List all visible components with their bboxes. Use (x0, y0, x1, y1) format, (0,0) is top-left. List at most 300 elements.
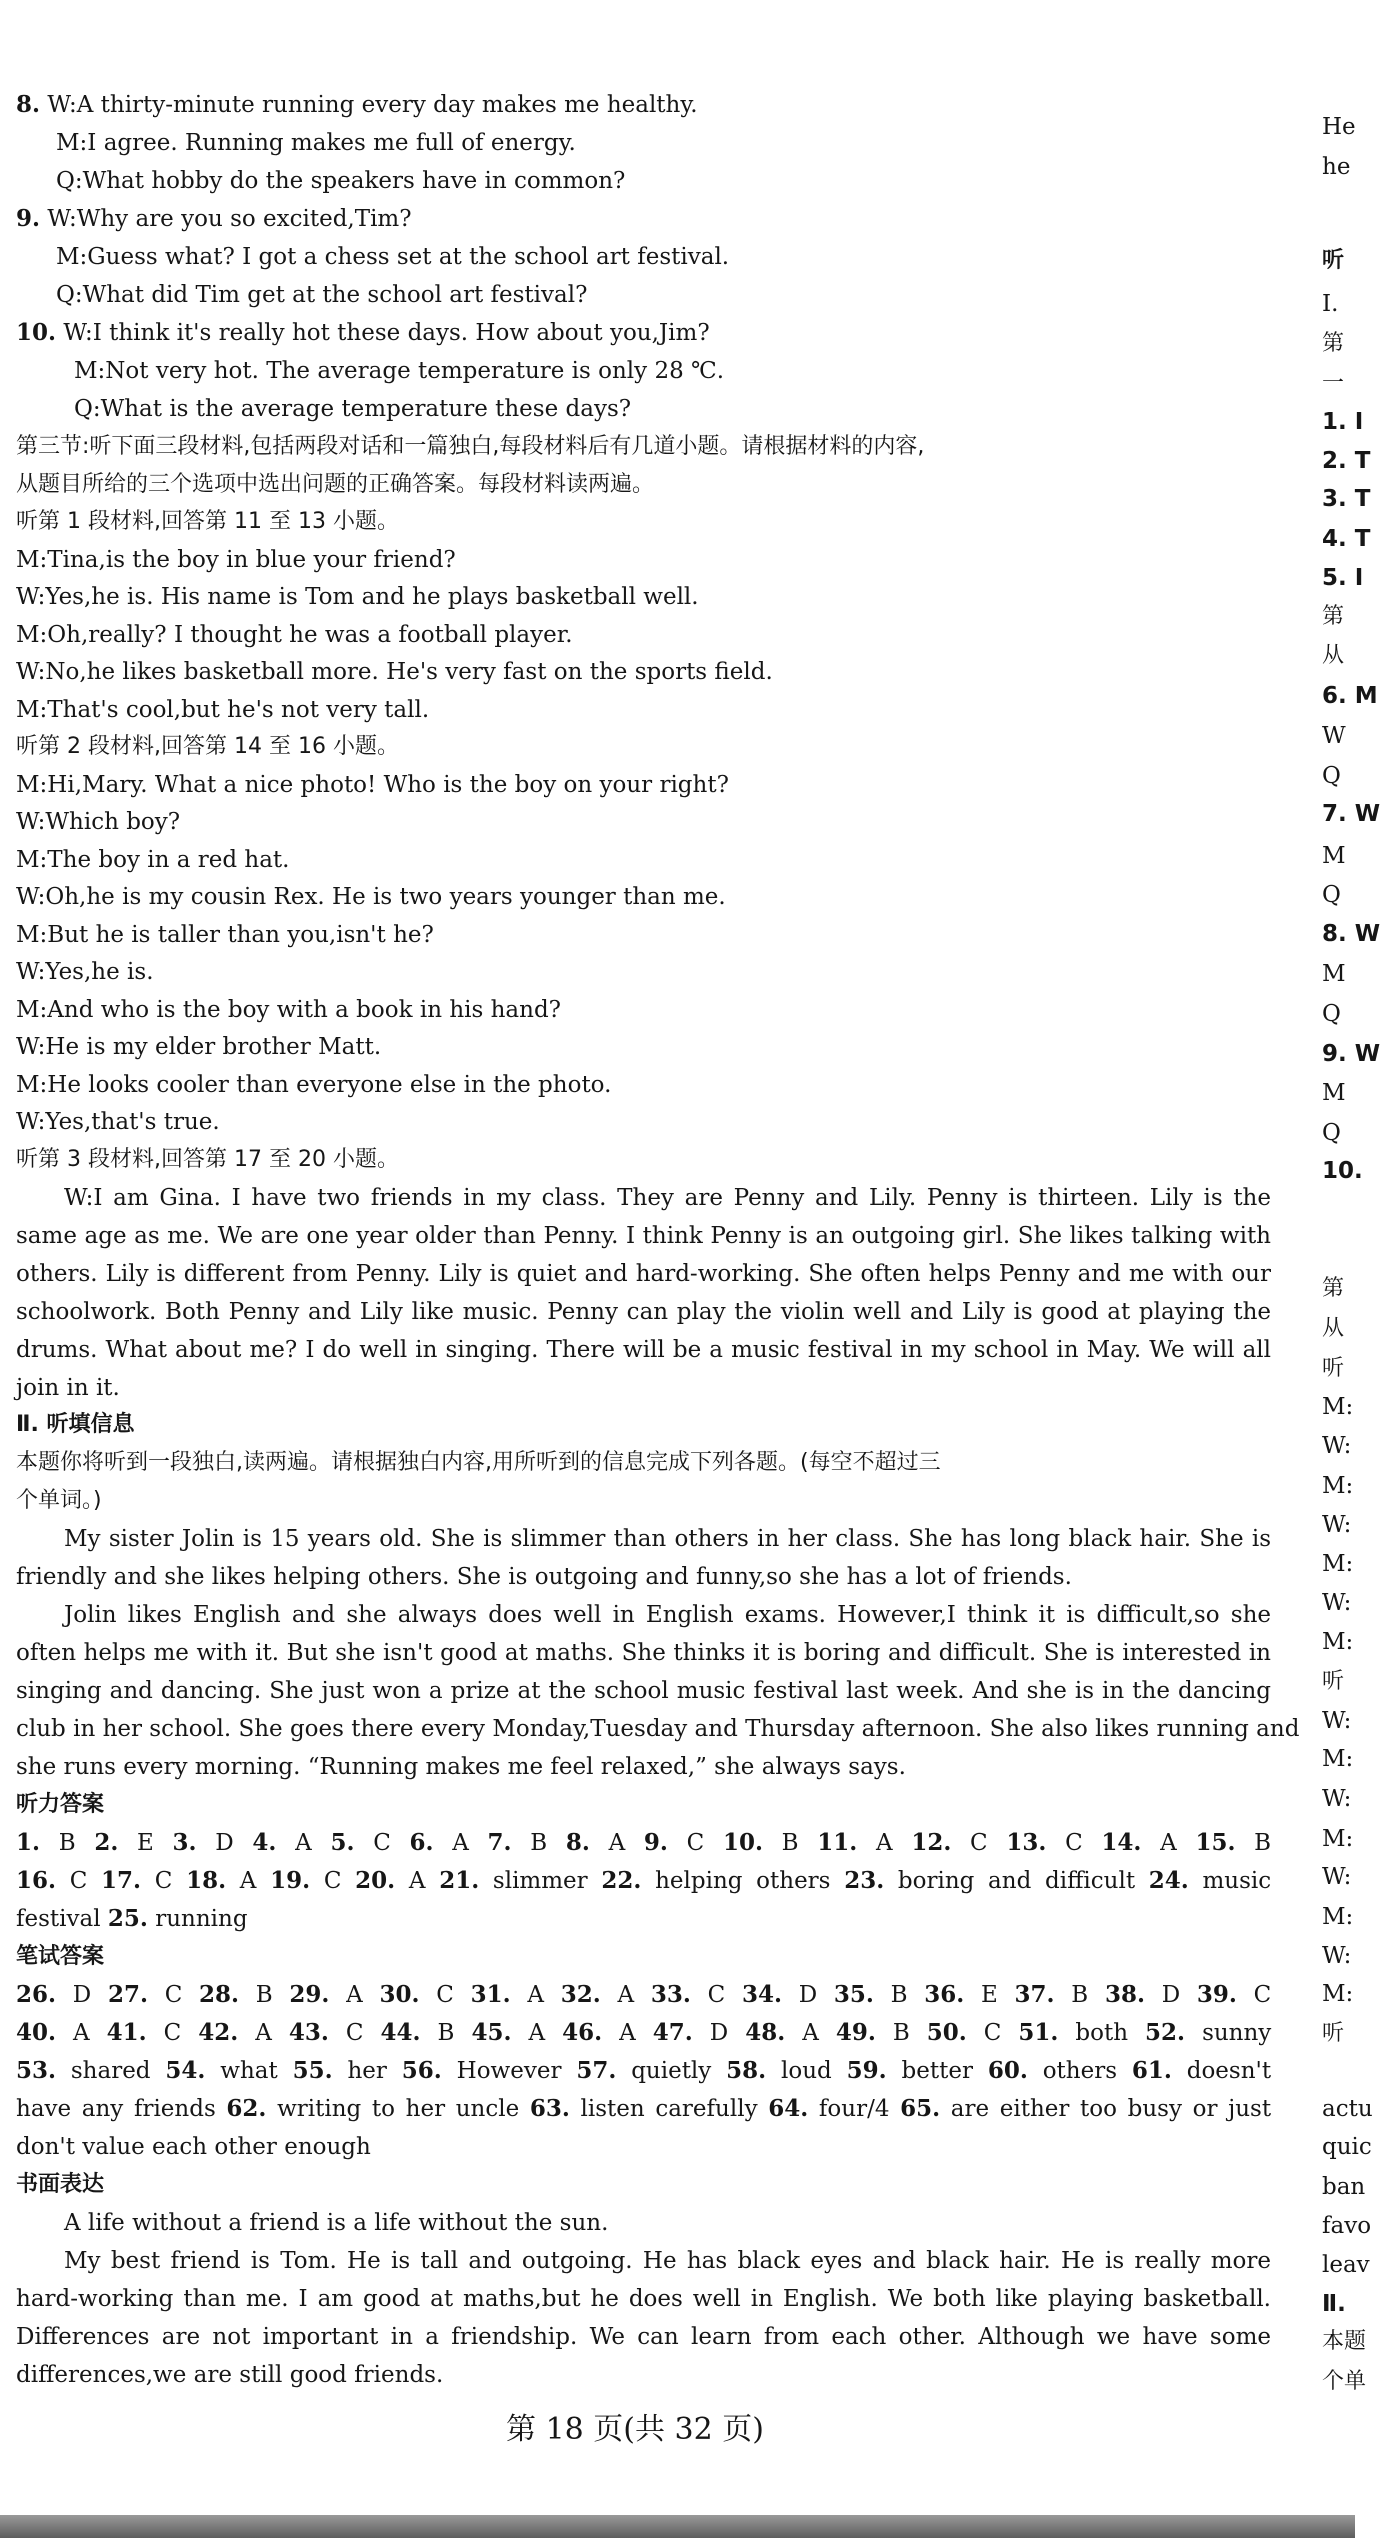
answer-value: better (901, 2058, 973, 2084)
answer-number: 33. (650, 1981, 691, 2008)
answer-item (1149, 1868, 1271, 1894)
adjacent-page-fragment: M: (1322, 1904, 1354, 1930)
answer-number: 59. (846, 2057, 887, 2084)
monologue-line: Jolin likes English and she always does well in English exams. However,I think it is difficult,so she (64, 1602, 1271, 1628)
answer-item (911, 1830, 987, 1856)
answer-value: don't value each other enough (16, 2134, 371, 2160)
adjacent-page-fragment: favo (1322, 2213, 1372, 2239)
dialogue-8-m: M:I agree. Running makes me full of energy. (56, 130, 576, 156)
answer-item (576, 2058, 711, 2084)
answer-value: music (1202, 1868, 1272, 1894)
answer-value: what (220, 2058, 278, 2084)
adjacent-page-fragment: M (1322, 1080, 1346, 1106)
answer-value: D (72, 1982, 92, 2008)
adjacent-page-fragment: 第 (1322, 1276, 1345, 1301)
answer-value: C (154, 1868, 173, 1894)
answer-item (410, 1830, 469, 1856)
answer-value: C (69, 1868, 88, 1894)
answer-item (380, 1982, 454, 2008)
answer-number: 23. (844, 1867, 885, 1894)
adjacent-page-fragment: 6. M (1322, 683, 1378, 709)
answer-item (726, 2058, 832, 2084)
answer-number: 42. (198, 2019, 239, 2046)
m1-line: W:Yes,he is. His name is Tom and he plays basketball well. (16, 584, 699, 610)
answer-item (270, 1868, 341, 1894)
answer-value: A (802, 2020, 819, 2046)
answer-value: festival (16, 1906, 101, 1932)
answer-value: A (239, 1868, 257, 1894)
page-number: 第 18 页(共 32 页) (506, 2412, 764, 2447)
dialogue-9-w: 9. W:Why are you so excited,Tim? (16, 205, 412, 232)
answer-value: helping others (655, 1868, 831, 1894)
answer-item (1195, 1830, 1271, 1856)
answer-item (488, 1830, 548, 1856)
answer-number: 40. (16, 2019, 57, 2046)
answer-item (836, 2020, 910, 2046)
answer-value: C (686, 1830, 705, 1856)
written-answers-line-5 (16, 2132, 371, 2162)
answer-value: D (215, 1830, 234, 1856)
answer-value: A (408, 1868, 426, 1894)
answer-item (16, 1830, 76, 1856)
dialogue-8-w: 8. W:A thirty-minute running every day makes me healthy. (16, 91, 698, 118)
answer-number: 65. (900, 2095, 941, 2122)
answer-number: 58. (726, 2057, 767, 2084)
answer-value: E (981, 1982, 998, 2008)
answer-value: B (1071, 1982, 1089, 2008)
section3-intro-2: 从题目所给的三个选项中选出问题的正确答案。每段材料读两遍。 (16, 472, 655, 497)
answer-number: 57. (576, 2057, 617, 2084)
answer-value: A (1160, 1830, 1177, 1856)
answer-value: B (255, 1982, 273, 2008)
answer-number: 18. (186, 1867, 227, 1894)
adjacent-page-fragment: M: (1322, 1981, 1354, 2007)
writing-title: 书面表达 (16, 2172, 105, 2197)
answer-number: 13. (1006, 1829, 1047, 1856)
adjacent-page-fragment: actu (1322, 2096, 1373, 2122)
adjacent-page-fragment: M (1322, 961, 1346, 987)
answer-item (16, 1982, 91, 2008)
dialogue-10-w: 10. W:I think it's really hot these days. How about you,Jim? (16, 319, 710, 346)
answer-number: 46. (562, 2019, 603, 2046)
adjacent-page-fragment: W: (1322, 1864, 1352, 1890)
answer-number: 15. (1195, 1829, 1236, 1856)
answer-number: 12. (911, 1829, 952, 1856)
answer-item (355, 1868, 425, 1894)
answer-number: 10. (722, 1829, 763, 1856)
answer-number: 37. (1014, 1981, 1055, 2008)
answer-item (927, 2020, 1002, 2046)
adjacent-page-fragment: 从 (1322, 643, 1345, 668)
answer-value: B (58, 1830, 76, 1856)
adjacent-page-fragment: 听 (1322, 2021, 1345, 2046)
answer-number: 44. (380, 2019, 421, 2046)
adjacent-page-fragment: W: (1322, 1433, 1352, 1459)
answer-item (924, 1982, 998, 2008)
answer-number: 35. (833, 1981, 874, 2008)
section2-intro-2: 个单词。) (16, 1488, 102, 1513)
m2-line: M:And who is the boy with a book in his hand? (16, 997, 561, 1023)
adjacent-page-fragment: ban (1322, 2174, 1366, 2200)
adjacent-page-fragment: 一 (1322, 371, 1345, 396)
m3-line: same age as me. We are one year older than Penny. I think Penny is an outgoing girl. She likes talking with (16, 1223, 1271, 1249)
writing-line: Differences are not important in a friendship. We can learn from each other. Although we have some (16, 2324, 1271, 2350)
answer-item (900, 2096, 1271, 2122)
section2-intro-1: 本题你将听到一段独白,读两遍。请根据独白内容,用所听到的信息完成下列各题。(每空不超过三 (16, 1450, 941, 1475)
answer-item (198, 2020, 272, 2046)
monologue-line: she runs every morning. “Running makes me feel relaxed,” she always says. (16, 1754, 906, 1780)
monologue-line: club in her school. She goes there every Monday,Tuesday and Thursday afternoon. She also likes running and (16, 1716, 1300, 1742)
m3-line: W:I am Gina. I have two friends in my class. They are Penny and Lily. Penny is thirteen. Lily is the (64, 1185, 1271, 1211)
answer-number: 56. (401, 2057, 442, 2084)
answer-number: 19. (270, 1867, 311, 1894)
answer-item (1145, 2020, 1271, 2046)
answer-value: C (983, 2020, 1002, 2046)
answer-item (1018, 2020, 1128, 2046)
answer-number: 60. (987, 2057, 1028, 2084)
adjacent-page-fragment: 8. W (1322, 921, 1380, 947)
adjacent-page-fragment: M (1322, 843, 1346, 869)
answer-item (165, 2058, 277, 2084)
answer-number: 5. (330, 1829, 355, 1856)
listening-answers-line-2 (16, 1866, 1271, 1896)
m2-line: W:Yes,he is. (16, 959, 154, 985)
answer-item (199, 1982, 273, 2008)
adjacent-page-fragment: M: (1322, 1629, 1354, 1655)
answer-value: A (608, 1830, 626, 1856)
answer-number: 2. (94, 1829, 119, 1856)
answer-value: A (452, 1830, 469, 1856)
answer-number: 45. (471, 2019, 512, 2046)
answer-value: E (137, 1830, 154, 1856)
answer-item (289, 2020, 364, 2046)
m2-line: W:Yes,that's true. (16, 1109, 220, 1135)
adjacent-page-fragment: W: (1322, 1708, 1352, 1734)
writing-line: differences,we are still good friends. (16, 2362, 444, 2388)
adjacent-page-fragment: Ⅰ. (1322, 291, 1339, 317)
adjacent-page-fragment: W: (1322, 1590, 1352, 1616)
dialogue-10-q: Q:What is the average temperature these days? (74, 396, 632, 422)
answer-item (847, 2058, 973, 2084)
answer-number: 6. (409, 1829, 434, 1856)
writing-line: hard-working than me. I am good at maths,but he does well in English. We both like playing basketball. (16, 2286, 1271, 2312)
answer-number: 29. (289, 1981, 330, 2008)
written-answers-line-1 (16, 1980, 1271, 2010)
adjacent-page-fragment: Q (1322, 882, 1341, 908)
answer-number: 41. (106, 2019, 147, 2046)
answer-item (16, 2058, 151, 2084)
adjacent-page-fragment: 第 (1322, 604, 1345, 629)
adjacent-page-fragment: 5. I (1322, 565, 1364, 591)
answer-value: others (1042, 2058, 1117, 2084)
answer-number: 11. (817, 1829, 858, 1856)
answer-value: running (155, 1906, 248, 1932)
answer-item (226, 2096, 519, 2122)
dialogue-10-m: M:Not very hot. The average temperature is only 28 ℃. (74, 358, 725, 384)
answer-item (653, 2020, 728, 2046)
answer-value: listen carefully (580, 2096, 758, 2122)
answer-item (844, 1868, 1135, 1894)
adjacent-page-fragment: 从 (1322, 1316, 1345, 1341)
adjacent-page-edge (1318, 0, 1380, 2538)
answer-item (471, 2020, 545, 2046)
answer-number: 36. (924, 1981, 965, 2008)
listening-answers-line-1 (16, 1828, 1271, 1858)
m1-line: M:Oh,really? I thought he was a football player. (16, 622, 573, 648)
answer-value: D (709, 2020, 729, 2046)
answer-value: D (798, 1982, 818, 2008)
adjacent-page-fragment: Q (1322, 1001, 1341, 1027)
answer-value: boring and difficult (897, 1868, 1136, 1894)
answer-item (1132, 2058, 1271, 2084)
answer-value: shared (70, 2058, 151, 2084)
answer-value: A (617, 1982, 635, 2008)
answer-value: C (373, 1830, 391, 1856)
answer-value: A (346, 1982, 363, 2008)
written-answers-line-3 (16, 2056, 1271, 2086)
adjacent-page-fragment: W: (1322, 1786, 1352, 1812)
answer-item (1105, 1982, 1180, 2008)
answer-item (1006, 1830, 1082, 1856)
answer-number: 26. (16, 1981, 57, 2008)
adjacent-page-fragment: he (1322, 154, 1351, 180)
answer-item (651, 1982, 725, 2008)
answer-number: 4. (252, 1829, 277, 1856)
adjacent-page-fragment: M: (1322, 1551, 1354, 1577)
m1-line: M:That's cool,but he's not very tall. (16, 697, 430, 723)
answer-value: four/4 (818, 2096, 890, 2122)
answer-item (94, 1830, 154, 1856)
adjacent-page-fragment: 本题 (1322, 2329, 1367, 2354)
answer-value: B (892, 2020, 910, 2046)
m3-line: schoolwork. Both Penny and Lily like music. Penny can play the violin well and Lily is good at playing the (16, 1299, 1271, 1325)
m2-line: W:Oh,he is my cousin Rex. He is two years younger than me. (16, 884, 726, 910)
adjacent-page-fragment: 7. W (1322, 801, 1380, 827)
answer-number: 50. (926, 2019, 967, 2046)
answer-number: 49. (835, 2019, 876, 2046)
answer-item (817, 1830, 892, 1856)
answer-number: 34. (741, 1981, 782, 2008)
answer-item (330, 1830, 390, 1856)
answer-value: C (970, 1830, 988, 1856)
answer-item (289, 1982, 362, 2008)
answer-value: both (1075, 2020, 1129, 2046)
adjacent-page-fragment: 9. W (1322, 1041, 1380, 1067)
adjacent-page-fragment: 听 (1322, 1356, 1345, 1381)
answer-number: 55. (292, 2057, 333, 2084)
adjacent-page-fragment: 3. T (1322, 486, 1371, 512)
answer-item (745, 2020, 819, 2046)
answer-item (186, 1868, 256, 1894)
answer-value: C (1253, 1982, 1272, 2008)
monologue-line: friendly and she likes helping others. She is outgoing and funny,so she has a lot of friends. (16, 1564, 1072, 1590)
answer-value: have any friends (16, 2096, 216, 2122)
adjacent-page-fragment: leav (1322, 2252, 1370, 2278)
answer-item (439, 1868, 587, 1894)
adjacent-page-fragment: 听 (1322, 1669, 1345, 1694)
answer-item (742, 1982, 817, 2008)
answer-item (173, 1830, 234, 1856)
answer-value: A (295, 1830, 312, 1856)
answer-number: 47. (652, 2019, 693, 2046)
answer-item (601, 1868, 830, 1894)
written-answers-title: 笔试答案 (16, 1944, 105, 1969)
adjacent-page-fragment: Q (1322, 1120, 1341, 1146)
answer-number: 52. (1145, 2019, 1186, 2046)
answer-value: writing to her uncle (277, 2096, 520, 2122)
answer-item (108, 1982, 182, 2008)
answer-value: C (345, 2020, 364, 2046)
answer-item (16, 2134, 371, 2160)
adjacent-page-fragment: Q (1322, 763, 1341, 789)
answer-number: 38. (1104, 1981, 1145, 2008)
answer-value: quietly (631, 2058, 712, 2084)
scan-edge (0, 2515, 1355, 2538)
dialogue-8-q: Q:What hobby do the speakers have in common? (56, 168, 626, 194)
m2-line: M:Hi,Mary. What a nice photo! Who is the boy on your right? (16, 772, 729, 798)
answer-item (107, 2020, 182, 2046)
answer-value: A (73, 2020, 90, 2046)
answer-number: 7. (487, 1829, 512, 1856)
answer-item (16, 1906, 101, 1932)
answer-item (108, 1906, 248, 1932)
answer-value: A (619, 2020, 636, 2046)
answer-value: doesn't (1186, 2058, 1272, 2084)
dialogue-9-m: M:Guess what? I got a chess set at the school art festival. (56, 244, 730, 270)
answer-value: However (456, 2058, 562, 2084)
answer-item (252, 1830, 311, 1856)
m1-line: M:Tina,is the boy in blue your friend? (16, 547, 456, 573)
adjacent-page-fragment: M: (1322, 1826, 1354, 1852)
answer-item (566, 1830, 625, 1856)
listening-answers-title: 听力答案 (16, 1792, 105, 1817)
material-1-title: 听第 1 段材料,回答第 11 至 13 小题。 (16, 509, 399, 534)
answer-number: 53. (16, 2057, 57, 2084)
m3-line: join in it. (16, 1375, 120, 1401)
answer-item (1015, 1982, 1089, 2008)
answer-number: 32. (560, 1981, 601, 2008)
adjacent-page-fragment: W (1322, 723, 1346, 749)
written-answers-line-4 (16, 2094, 1271, 2124)
m3-line: drums. What about me? I do well in singing. There will be a music festival in my school in May. We will all (16, 1337, 1271, 1363)
answer-item (530, 2096, 758, 2122)
answer-value: slimmer (492, 1868, 588, 1894)
answer-number: 31. (470, 1981, 511, 2008)
answer-number: 61. (1131, 2057, 1172, 2084)
adjacent-page-fragment: 10. (1322, 1158, 1363, 1184)
writing-line: My best friend is Tom. He is tall and outgoing. He has black eyes and black hair. He is really more (64, 2248, 1271, 2274)
answer-value: B (1254, 1830, 1272, 1856)
answer-number: 30. (379, 1981, 420, 2008)
answer-value: loud (781, 2058, 832, 2084)
adjacent-page-fragment: 1. I (1322, 409, 1364, 435)
answer-value: B (890, 1982, 908, 2008)
answer-value: C (707, 1982, 726, 2008)
answer-number: 39. (1196, 1981, 1237, 2008)
answer-item (723, 1830, 799, 1856)
answer-value: her (347, 2058, 387, 2084)
answer-number: 8. (565, 1829, 590, 1856)
answer-number: 9. (643, 1829, 668, 1856)
adjacent-page-fragment: Ⅱ. (1322, 2291, 1346, 2317)
answer-number: 24. (1148, 1867, 1189, 1894)
adjacent-page-fragment: 2. T (1322, 448, 1371, 474)
answer-number: 28. (199, 1981, 240, 2008)
answer-number: 27. (107, 1981, 148, 2008)
adjacent-page-fragment: 4. T (1322, 526, 1371, 552)
answer-number: 17. (101, 1867, 142, 1894)
answer-item (471, 1982, 544, 2008)
m2-line: M:The boy in a red hat. (16, 847, 290, 873)
dialogue-9-q: Q:What did Tim get at the school art festival? (56, 282, 588, 308)
answer-number: 20. (355, 1867, 396, 1894)
adjacent-page-fragment: M: (1322, 1473, 1354, 1499)
m1-line: W:No,he likes basketball more. He's very fast on the sports field. (16, 659, 773, 685)
answer-value: A (255, 2020, 272, 2046)
answer-number: 54. (165, 2057, 206, 2084)
answer-number: 14. (1101, 1829, 1142, 1856)
answer-value: C (163, 2020, 182, 2046)
answer-value: D (1161, 1982, 1181, 2008)
answer-item (293, 2058, 387, 2084)
m2-line: W:He is my elder brother Matt. (16, 1034, 382, 1060)
adjacent-page-fragment: quic (1322, 2134, 1372, 2160)
answer-number: 22. (601, 1867, 642, 1894)
answer-value: sunny (1202, 2020, 1272, 2046)
section2-title: Ⅱ. 听填信息 (16, 1412, 135, 1437)
answer-value: B (437, 2020, 455, 2046)
adjacent-page-fragment: He (1322, 114, 1356, 140)
writing-line: A life without a friend is a life without the sun. (64, 2210, 609, 2236)
answer-value: B (530, 1830, 548, 1856)
answer-item (402, 2058, 562, 2084)
answer-value: are either too busy or just (950, 2096, 1272, 2122)
answer-item (644, 1830, 704, 1856)
answer-value: B (781, 1830, 799, 1856)
answer-item (381, 2020, 455, 2046)
listening-answers-line-3 (16, 1904, 248, 1934)
adjacent-page-fragment: 听 (1322, 248, 1345, 273)
answer-value: A (876, 1830, 893, 1856)
adjacent-page-fragment: W: (1322, 1943, 1352, 1969)
answer-item (1101, 1830, 1176, 1856)
answer-item (768, 2096, 889, 2122)
monologue-line: often helps me with it. But she isn't good at maths. She thinks it is boring and difficult. She is interested in (16, 1640, 1271, 1666)
adjacent-page-fragment: 个单 (1322, 2369, 1367, 2394)
answer-item (834, 1982, 908, 2008)
monologue-line: My sister Jolin is 15 years old. She is slimmer than others in her class. She has long black hair. She is (64, 1526, 1271, 1552)
m2-line: M:He looks cooler than everyone else in the photo. (16, 1072, 612, 1098)
answer-item (988, 2058, 1117, 2084)
answer-number: 3. (172, 1829, 197, 1856)
answer-item (562, 2020, 636, 2046)
m2-line: W:Which boy? (16, 809, 181, 835)
section3-intro-1: 第三节:听下面三段材料,包括两段对话和一篇独白,每段材料后有几道小题。请根据材料的内容, (16, 434, 925, 459)
answer-number: 25. (107, 1905, 148, 1932)
answer-value: C (164, 1982, 183, 2008)
answer-value: C (436, 1982, 454, 2008)
monologue-line: singing and dancing. She just won a prize at the school music festival last week. And she is in the dancing (16, 1678, 1271, 1704)
written-answers-line-2 (16, 2018, 1271, 2048)
answer-value: C (1065, 1830, 1083, 1856)
answer-value: A (527, 1982, 544, 2008)
answer-item (16, 1868, 87, 1894)
answer-number: 1. (16, 1829, 41, 1856)
adjacent-page-fragment: 第 (1322, 331, 1345, 356)
answer-number: 21. (439, 1867, 480, 1894)
answer-item (101, 1868, 172, 1894)
answer-item (16, 2020, 90, 2046)
